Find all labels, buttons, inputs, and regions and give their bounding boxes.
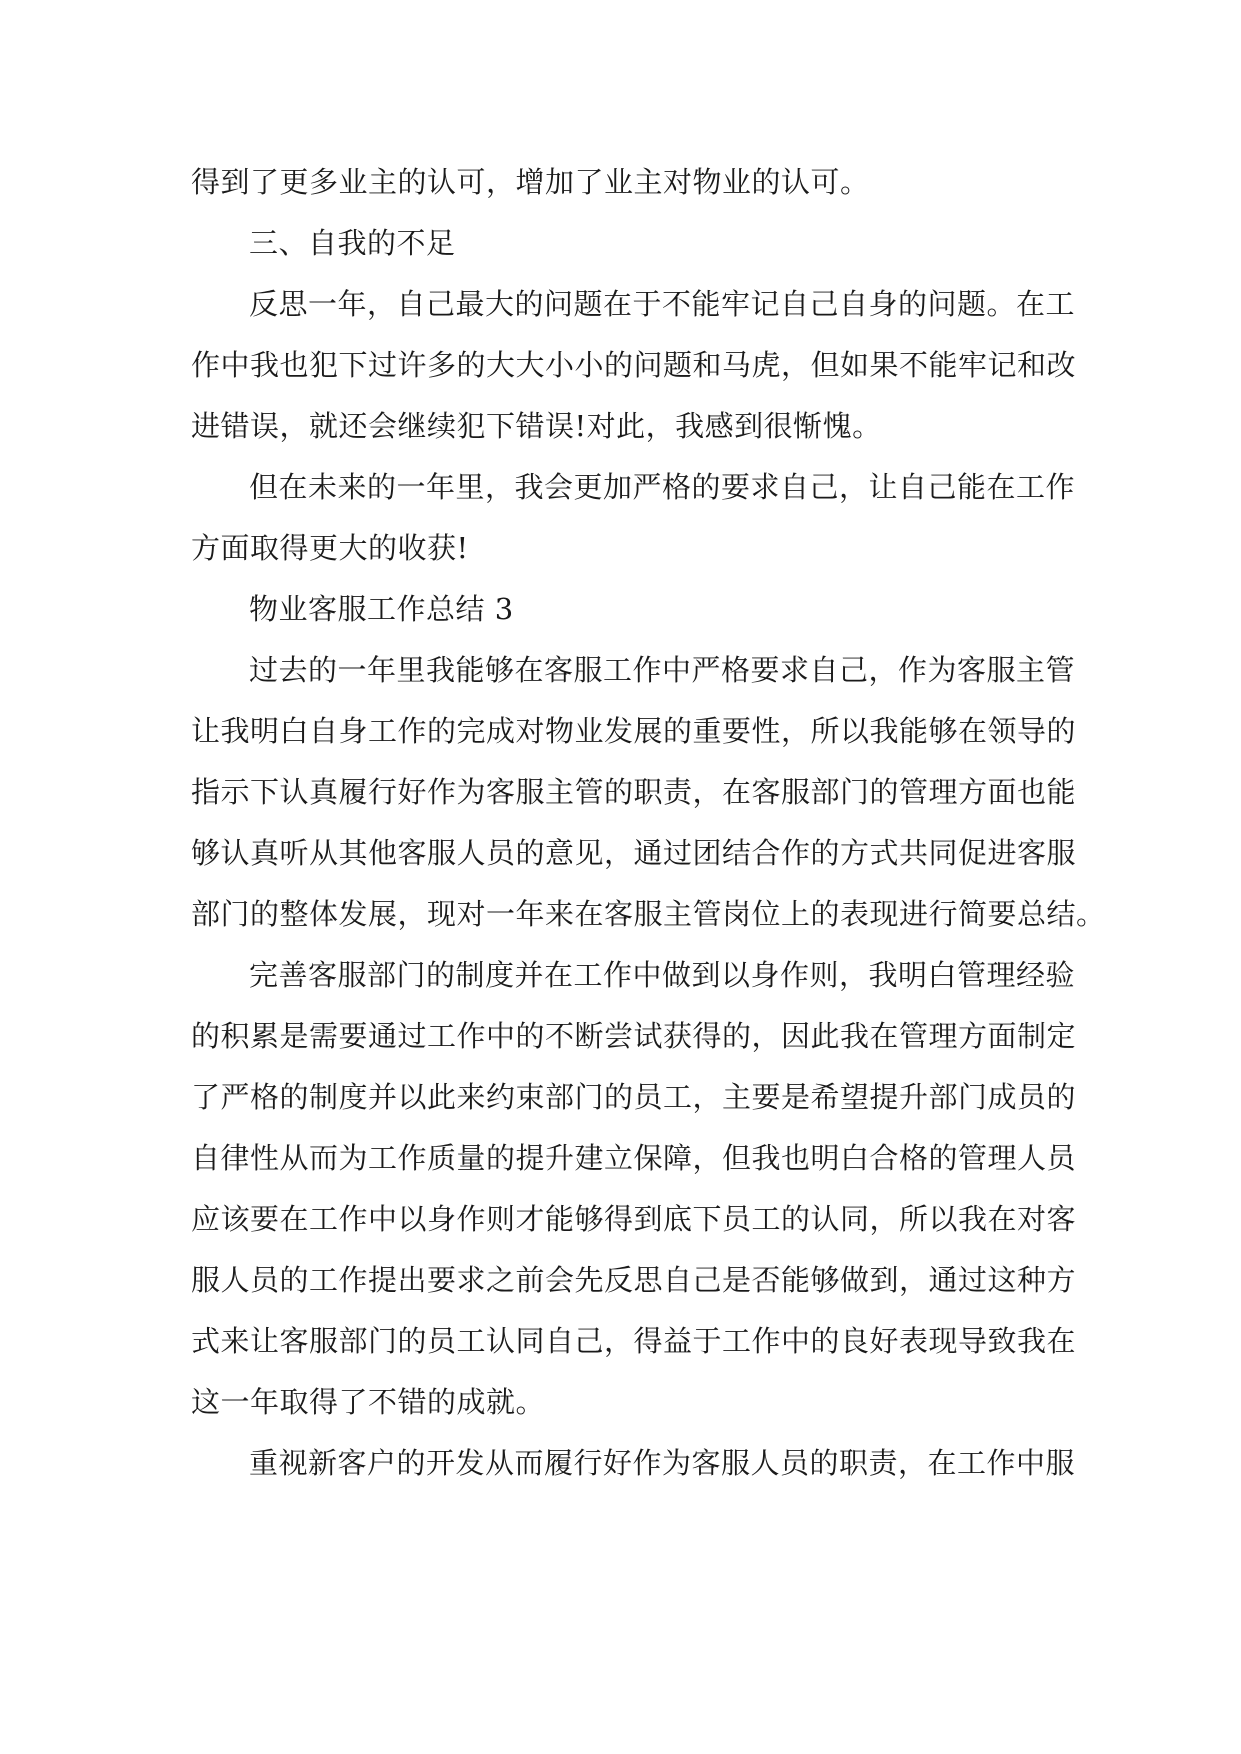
paragraph-line: 完善客服部门的制度并在工作中做到以身作则，我明白管理经验 [249, 958, 1076, 992]
paragraph-line: 过去的一年里我能够在客服工作中严格要求自己，作为客服主管 [249, 653, 1076, 687]
paragraph-line: 够认真听从其他客服人员的意见，通过团结合作的方式共同促进客服 [191, 836, 1077, 870]
paragraph-line: 反思一年，自己最大的问题在于不能牢记自己自身的问题。在工 [249, 287, 1076, 321]
section-heading: 三、自我的不足 [249, 226, 456, 260]
document-body [191, 152, 1106, 1494]
paragraph-line: 式来让客服部门的员工认同自己，得益于工作中的良好表现导致我在 [191, 1324, 1077, 1358]
paragraph-line: 作中我也犯下过许多的大大小小的问题和马虎，但如果不能牢记和改 [191, 348, 1077, 382]
paragraph-line: 让我明白自身工作的完成对物业发展的重要性，所以我能够在领导的 [191, 714, 1077, 748]
paragraph-line: 指示下认真履行好作为客服主管的职责，在客服部门的管理方面也能 [191, 775, 1077, 809]
paragraph-line: 这一年取得了不错的成就。 [191, 1385, 546, 1419]
paragraph-line: 但在未来的一年里，我会更加严格的要求自己，让自己能在工作 [249, 470, 1076, 504]
paragraph-line: 重视新客户的开发从而履行好作为客服人员的职责，在工作中服 [249, 1446, 1076, 1480]
paragraph-line: 的积累是需要通过工作中的不断尝试获得的，因此我在管理方面制定 [191, 1019, 1077, 1053]
paragraph-line: 部门的整体发展，现对一年来在客服主管岗位上的表现进行简要总结。 [191, 897, 1106, 931]
paragraph-line: 方面取得更大的收获! [191, 531, 469, 565]
paragraph-line: 自律性从而为工作质量的提升建立保障，但我也明白合格的管理人员 [191, 1141, 1077, 1175]
paragraph-line: 服人员的工作提出要求之前会先反思自己是否能够做到，通过这种方 [191, 1263, 1077, 1297]
paragraph-line: 应该要在工作中以身作则才能够得到底下员工的认同，所以我在对客 [191, 1202, 1077, 1236]
paragraph-line: 了严格的制度并以此来约束部门的员工，主要是希望提升部门成员的 [191, 1080, 1077, 1114]
section-title: 物业客服工作总结 3 [249, 592, 514, 626]
paragraph-line: 得到了更多业主的认可，增加了业主对物业的认可。 [191, 165, 870, 199]
paragraph-line: 进错误，就还会继续犯下错误!对此，我感到很惭愧。 [191, 409, 882, 443]
